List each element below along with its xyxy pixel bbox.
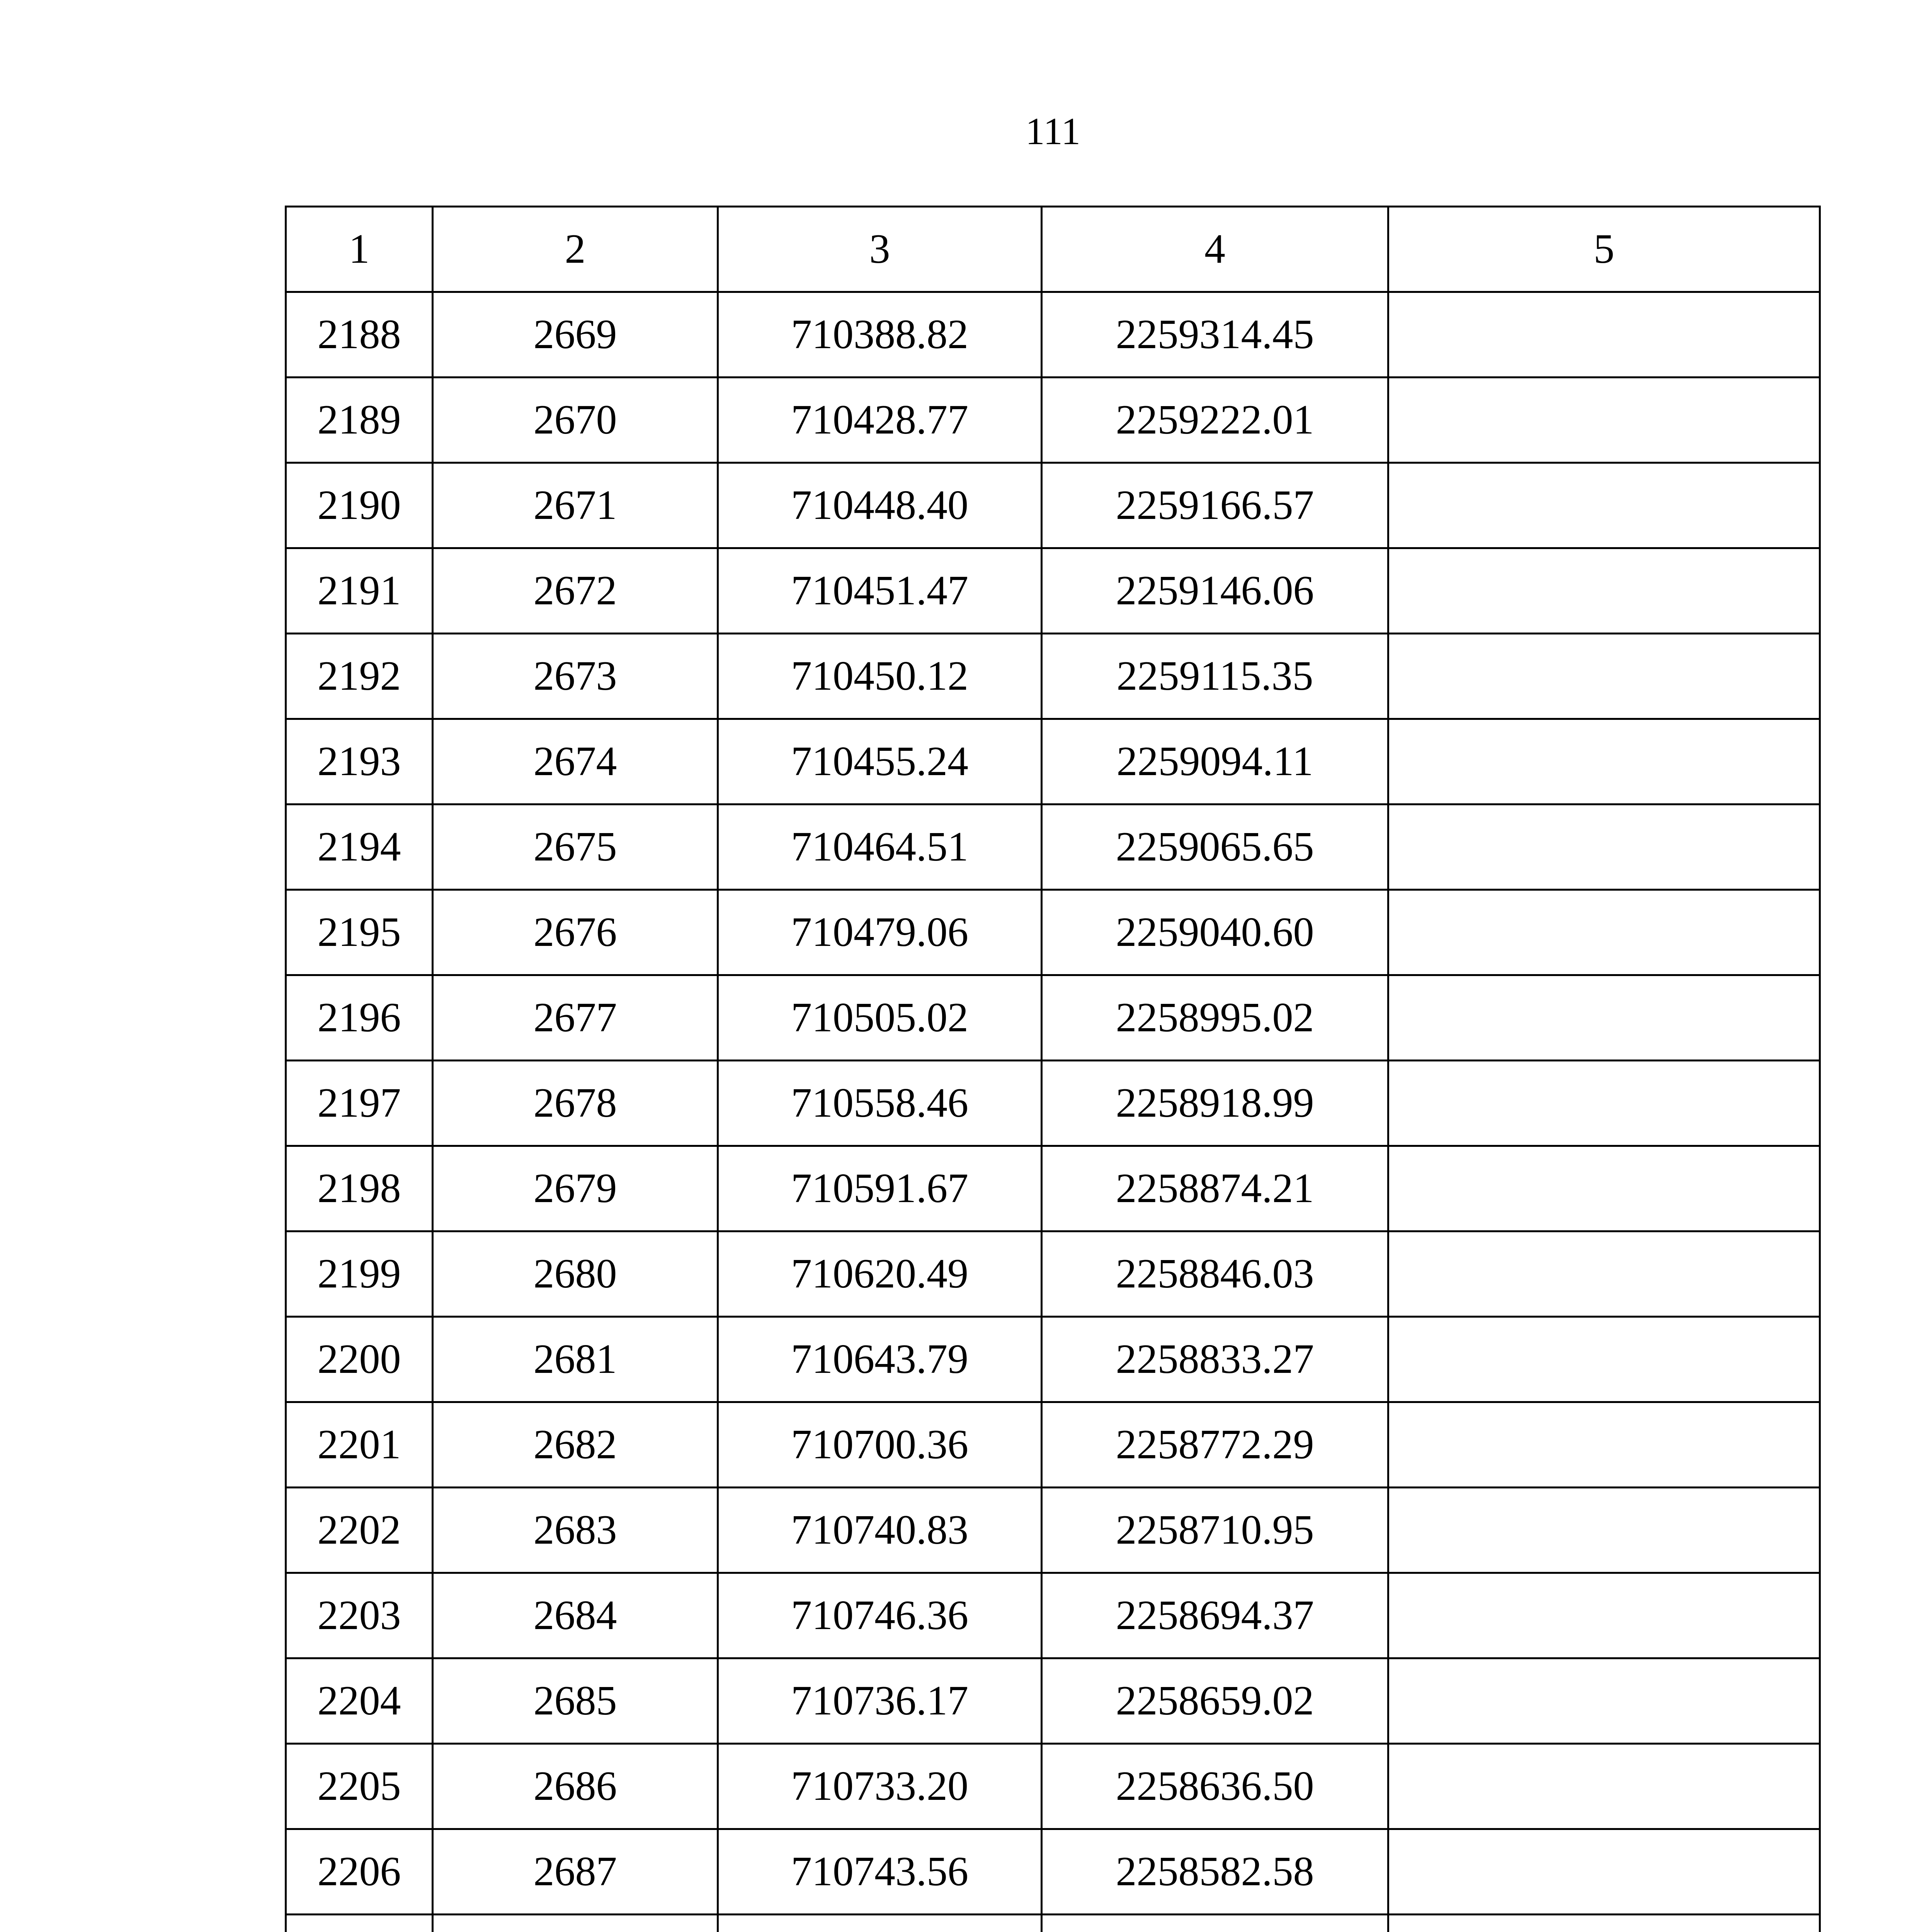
table-cell bbox=[1388, 804, 1820, 890]
table-header bbox=[286, 207, 1820, 292]
table-cell: 710746.36 bbox=[718, 1573, 1042, 1658]
table-cell bbox=[1388, 975, 1820, 1061]
table-cell: 2259115.35 bbox=[1042, 634, 1388, 719]
table-cell bbox=[433, 1915, 718, 1932]
table-row bbox=[286, 804, 1820, 890]
table-cell: 2192 bbox=[286, 634, 433, 719]
table-row bbox=[286, 548, 1820, 634]
table-cell: 710733.20 bbox=[718, 1744, 1042, 1829]
coordinates-table bbox=[285, 206, 1821, 1932]
table-cell: 2201 bbox=[286, 1402, 433, 1488]
table-cell: 2685 bbox=[433, 1658, 718, 1744]
table-cell: 2677 bbox=[433, 975, 718, 1061]
table-row bbox=[286, 1829, 1820, 1915]
table-cell: 2258582.58 bbox=[1042, 1829, 1388, 1915]
table-cell: 710743.56 bbox=[718, 1829, 1042, 1915]
table-cell: 710740.83 bbox=[718, 1488, 1042, 1573]
table-cell: 710558.46 bbox=[718, 1061, 1042, 1146]
table-cell: 710620.49 bbox=[718, 1231, 1042, 1317]
table-cell: 710643.79 bbox=[718, 1317, 1042, 1402]
table-cell bbox=[1388, 378, 1820, 463]
table-cell bbox=[1388, 890, 1820, 975]
table-cell: 2259094.11 bbox=[1042, 719, 1388, 804]
table-cell: 710700.36 bbox=[718, 1402, 1042, 1488]
table-row bbox=[286, 890, 1820, 975]
table-cell: 2191 bbox=[286, 548, 433, 634]
table-cell: 2197 bbox=[286, 1061, 433, 1146]
table-cell: 2669 bbox=[433, 292, 718, 378]
table-row bbox=[286, 1744, 1820, 1829]
table-cell: 2674 bbox=[433, 719, 718, 804]
table-cell bbox=[1388, 1061, 1820, 1146]
table-cell bbox=[1388, 1402, 1820, 1488]
table-body bbox=[286, 292, 1820, 1932]
table-cell: 2259065.65 bbox=[1042, 804, 1388, 890]
table-cell: 2205 bbox=[286, 1744, 433, 1829]
table-cell: 2200 bbox=[286, 1317, 433, 1402]
table-row bbox=[286, 719, 1820, 804]
column-header: 4 bbox=[1042, 207, 1388, 292]
table-cell bbox=[1388, 1658, 1820, 1744]
table-cell: 2193 bbox=[286, 719, 433, 804]
table-cell: 2258710.95 bbox=[1042, 1488, 1388, 1573]
column-header: 1 bbox=[286, 207, 433, 292]
table-cell: 710736.17 bbox=[718, 1658, 1042, 1744]
header-row bbox=[286, 207, 1820, 292]
table-cell: 2258918.99 bbox=[1042, 1061, 1388, 1146]
table-row bbox=[286, 1146, 1820, 1231]
table-cell: 2675 bbox=[433, 804, 718, 890]
table-cell bbox=[1388, 1231, 1820, 1317]
table-cell: 2188 bbox=[286, 292, 433, 378]
table-cell bbox=[1388, 1146, 1820, 1231]
table-cell: 2678 bbox=[433, 1061, 718, 1146]
table-cell bbox=[718, 1915, 1042, 1932]
table-row bbox=[286, 1317, 1820, 1402]
table-row bbox=[286, 1061, 1820, 1146]
table-row bbox=[286, 975, 1820, 1061]
table-cell: 2258694.37 bbox=[1042, 1573, 1388, 1658]
page-number: 111 bbox=[1025, 110, 1081, 153]
table-cell: 2670 bbox=[433, 378, 718, 463]
table-cell: 2681 bbox=[433, 1317, 718, 1402]
table-cell: 710464.51 bbox=[718, 804, 1042, 890]
column-header: 5 bbox=[1388, 207, 1820, 292]
table-row bbox=[286, 1402, 1820, 1488]
table-cell: 2258995.02 bbox=[1042, 975, 1388, 1061]
table-cell: 710448.40 bbox=[718, 463, 1042, 548]
table-cell: 2672 bbox=[433, 548, 718, 634]
table-cell: 2673 bbox=[433, 634, 718, 719]
table-cell: 2258659.02 bbox=[1042, 1658, 1388, 1744]
table-cell: 2258772.29 bbox=[1042, 1402, 1388, 1488]
table-cell: 2683 bbox=[433, 1488, 718, 1573]
table-row bbox=[286, 1231, 1820, 1317]
table-cell: 2259040.60 bbox=[1042, 890, 1388, 975]
table-cell: 2679 bbox=[433, 1146, 718, 1231]
table-cell bbox=[1388, 1744, 1820, 1829]
table-cell: 2259166.57 bbox=[1042, 463, 1388, 548]
table-cell: 2676 bbox=[433, 890, 718, 975]
table-cell bbox=[1388, 1915, 1820, 1932]
table-row bbox=[286, 1488, 1820, 1573]
table-cell: 2684 bbox=[433, 1573, 718, 1658]
table-cell: 710388.82 bbox=[718, 292, 1042, 378]
table-cell bbox=[1388, 1829, 1820, 1915]
table-cell: 2195 bbox=[286, 890, 433, 975]
table-cell: 2204 bbox=[286, 1658, 433, 1744]
table-cell: 2202 bbox=[286, 1488, 433, 1573]
table-cell: 710479.06 bbox=[718, 890, 1042, 975]
table-row bbox=[286, 634, 1820, 719]
table-cell bbox=[1388, 634, 1820, 719]
table-cell: 2258636.50 bbox=[1042, 1744, 1388, 1829]
table-cell: 2686 bbox=[433, 1744, 718, 1829]
table-cell: 2189 bbox=[286, 378, 433, 463]
table-cell bbox=[1042, 1915, 1388, 1932]
table-row bbox=[286, 463, 1820, 548]
table-cell: 710450.12 bbox=[718, 634, 1042, 719]
table-cell: 2259314.45 bbox=[1042, 292, 1388, 378]
table-cell: 2199 bbox=[286, 1231, 433, 1317]
table-cell: 710455.24 bbox=[718, 719, 1042, 804]
table-cell: 2682 bbox=[433, 1402, 718, 1488]
table-cell: 2194 bbox=[286, 804, 433, 890]
table-cell: 2258874.21 bbox=[1042, 1146, 1388, 1231]
table-cell: 710591.67 bbox=[718, 1146, 1042, 1231]
column-header: 3 bbox=[718, 207, 1042, 292]
table-cell: 2206 bbox=[286, 1829, 433, 1915]
table-row bbox=[286, 378, 1820, 463]
table-row bbox=[286, 1573, 1820, 1658]
table-row bbox=[286, 1658, 1820, 1744]
table-cell bbox=[1388, 1488, 1820, 1573]
table-cell: 710451.47 bbox=[718, 548, 1042, 634]
table-cell: 2203 bbox=[286, 1573, 433, 1658]
table-cell bbox=[1388, 719, 1820, 804]
table-cell: 710428.77 bbox=[718, 378, 1042, 463]
table-cell: 2198 bbox=[286, 1146, 433, 1231]
table-cell bbox=[1388, 292, 1820, 378]
table-cell: 2258833.27 bbox=[1042, 1317, 1388, 1402]
table-row bbox=[286, 1915, 1820, 1932]
table-cell bbox=[1388, 1317, 1820, 1402]
table-cell: 2259146.06 bbox=[1042, 548, 1388, 634]
table-cell: 2196 bbox=[286, 975, 433, 1061]
table-cell bbox=[1388, 463, 1820, 548]
column-header: 2 bbox=[433, 207, 718, 292]
table-cell bbox=[1388, 548, 1820, 634]
table-cell: 2680 bbox=[433, 1231, 718, 1317]
table-cell: 2259222.01 bbox=[1042, 378, 1388, 463]
table-row bbox=[286, 292, 1820, 378]
table-cell: 710505.02 bbox=[718, 975, 1042, 1061]
table-cell: 2687 bbox=[433, 1829, 718, 1915]
table-cell bbox=[1388, 1573, 1820, 1658]
table-cell: 2671 bbox=[433, 463, 718, 548]
table-cell bbox=[286, 1915, 433, 1932]
table-cell: 2258846.03 bbox=[1042, 1231, 1388, 1317]
table-cell: 2190 bbox=[286, 463, 433, 548]
